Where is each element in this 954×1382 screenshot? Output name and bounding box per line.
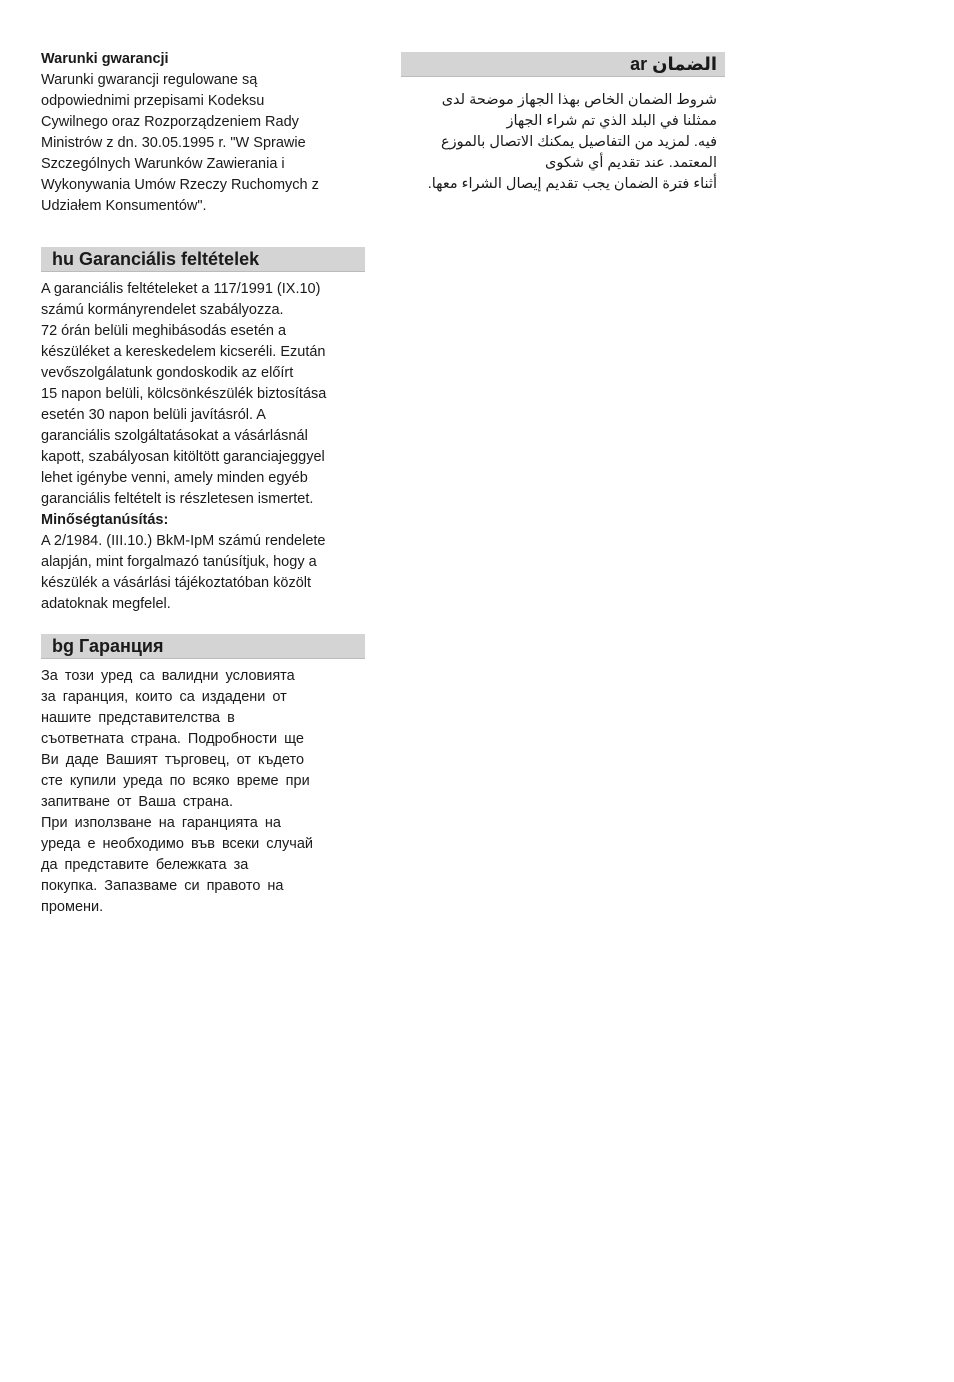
pl-warranty-section [41, 49, 365, 217]
text-line: lehet igénybe venni, amely minden egyéb [41, 470, 308, 486]
text-line: készülék a vásárlási tájékoztatóban közölt [41, 575, 312, 591]
text-line: уреда е необходимо във всеки случай [41, 836, 313, 852]
hu-warranty-text [41, 279, 365, 615]
text-line: ممثلنا في البلد الذي تم شراء الجهاز [506, 113, 717, 129]
text-line: При използване на гаранцията на [41, 815, 281, 831]
text-line: нашите представителства в [41, 710, 235, 726]
hu-quality-title: Minőségtanúsítás: [41, 512, 169, 528]
text-line: adatoknak megfelel. [41, 596, 171, 612]
text-line: Warunki gwarancji regulowane są [41, 72, 258, 88]
text-line: odpowiednimi przepisami Kodeksu [41, 93, 265, 109]
text-line: за гаранция, които са издадени от [41, 689, 287, 705]
text-line: Ви даде Вашият търговец, от където [41, 752, 305, 768]
pl-warranty-text [41, 70, 365, 217]
text-line: esetén 30 napon belüli javításról. A [41, 407, 266, 423]
bg-warranty-section [41, 634, 365, 918]
pl-warranty-title: Warunki gwarancji [41, 51, 169, 67]
ar-warranty-section [401, 52, 725, 195]
text-line: Ministrów z dn. 30.05.1995 r. "W Sprawie [41, 135, 306, 151]
text-line: промени. [41, 899, 104, 915]
text-line: да представите бележката за [41, 857, 249, 873]
text-line: 15 napon belüli, kölcsönkészülék biztosítása [41, 386, 327, 402]
text-line: أثناء فترة الضمان يجب تقديم إيصال الشراء معها. [427, 176, 717, 192]
hu-warranty-section [41, 247, 365, 615]
bg-warranty-text [41, 666, 365, 918]
text-line: garanciális szolgáltatásokat a vásárlásnál [41, 428, 308, 444]
text-line: kapott, szabályosan kitöltött garanciajeggyel [41, 449, 325, 465]
text-line: Szczególnych Warunków Zawierania i [41, 156, 285, 172]
hu-section-header: hu Garanciális feltételek [41, 247, 365, 272]
text-line: alapján, mint forgalmazó tanúsítjuk, hogy a [41, 554, 317, 570]
text-line: покупка. Запазваме си правото на [41, 878, 284, 894]
left-column [41, 49, 365, 918]
text-line: المعتمد. عند تقديم أي شكوى [544, 155, 717, 171]
text-line: Wykonywania Umów Rzeczy Ruchomych z [41, 177, 319, 193]
text-line: Udziałem Konsumentów". [41, 198, 207, 214]
ar-warranty-text [401, 90, 725, 195]
right-column [401, 52, 725, 195]
text-line: فيه. لمزيد من التفاصيل يمكنك الاتصال بالموزع [440, 134, 717, 150]
text-line: شروط الضمان الخاص بهذا الجهاز موضحة لدى [441, 92, 717, 108]
text-line: számú kormányrendelet szabályozza. [41, 302, 284, 318]
text-line: За този уред са валидни условията [41, 668, 295, 684]
text-line: vevőszolgálatunk gondoskodik az előírt [41, 365, 294, 381]
text-line: A garanciális feltételeket a 117/1991 (IX.10) [41, 281, 321, 297]
text-line: запитване от Ваша страна. [41, 794, 234, 810]
text-line: Cywilnego oraz Rozporządzeniem Rady [41, 114, 299, 130]
text-line: készüléket a kereskedelem kicseréli. Ezután [41, 344, 326, 360]
bg-section-header: bg Гаранция [41, 634, 365, 659]
text-line: сте купили уреда по всяко време при [41, 773, 310, 789]
text-line: съответната страна. Подробности ще [41, 731, 304, 747]
text-line: A 2/1984. (III.10.) BkM-IpM számú rendelete [41, 533, 326, 549]
text-line: garanciális feltételt is részletesen ismertet. [41, 491, 314, 507]
text-line: 72 órán belüli meghibásodás esetén a [41, 323, 287, 339]
ar-section-header: الضمان ar [401, 52, 725, 77]
